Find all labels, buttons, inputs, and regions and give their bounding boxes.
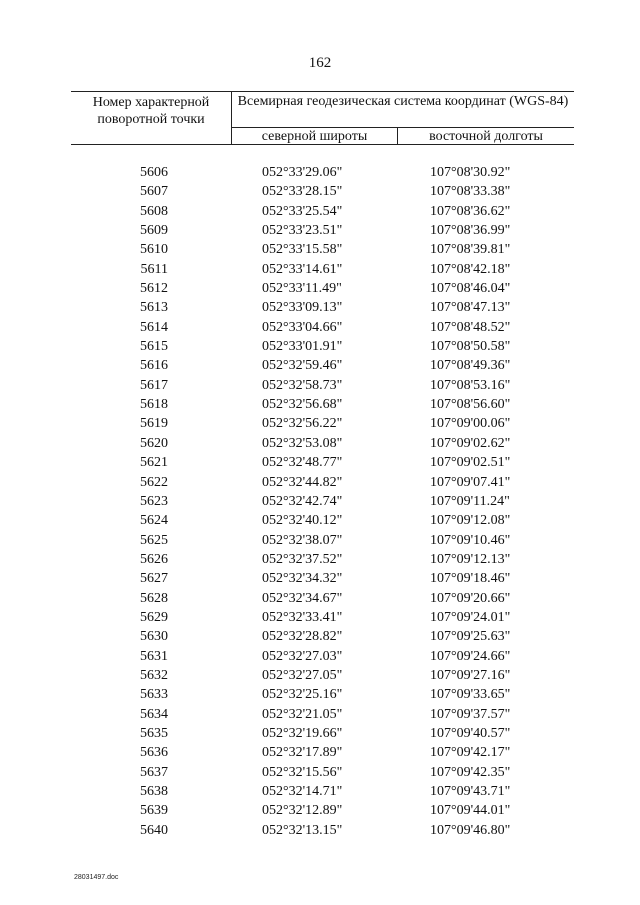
point-number-cell: 5612: [140, 281, 168, 297]
table-row: [0, 801, 640, 820]
point-number-cell: 5640: [140, 822, 168, 838]
longitude-cell: 107°09'27.16": [430, 667, 511, 683]
longitude-cell: 107°09'12.13": [430, 551, 511, 567]
longitude-cell: 107°09'42.17": [430, 745, 511, 761]
latitude-cell: 052°32'44.82": [262, 474, 343, 490]
point-number-cell: 5634: [140, 706, 168, 722]
header-point-number: Номер характерной поворотной точки: [92, 95, 210, 127]
latitude-cell: 052°33'28.15": [262, 184, 343, 200]
latitude-cell: 052°32'53.08": [262, 435, 343, 451]
table-row: [0, 260, 640, 279]
table-row: [0, 395, 640, 414]
longitude-cell: 107°09'18.46": [430, 571, 511, 587]
point-number-cell: 5639: [140, 803, 168, 819]
point-number-cell: 5617: [140, 377, 168, 393]
longitude-cell: 107°09'37.57": [430, 706, 511, 722]
point-number-cell: 5628: [140, 590, 168, 606]
latitude-cell: 052°33'09.13": [262, 300, 343, 316]
latitude-cell: 052°32'37.52": [262, 551, 343, 567]
point-number-cell: 5632: [140, 667, 168, 683]
latitude-cell: 052°33'25.54": [262, 203, 343, 219]
latitude-cell: 052°32'56.22": [262, 416, 343, 432]
table-row: [0, 569, 640, 588]
point-number-cell: 5616: [140, 358, 168, 374]
latitude-cell: 052°32'27.05": [262, 667, 343, 683]
table-row: [0, 705, 640, 724]
point-number-cell: 5621: [140, 455, 168, 471]
header-top-rule: [71, 91, 574, 92]
latitude-cell: 052°33'11.49": [262, 281, 342, 297]
point-number-cell: 5620: [140, 435, 168, 451]
table-row: [0, 240, 640, 259]
longitude-cell: 107°09'00.06": [430, 416, 511, 432]
longitude-cell: 107°08'39.81": [430, 242, 511, 258]
table-row: [0, 589, 640, 608]
point-number-cell: 5636: [140, 745, 168, 761]
longitude-cell: 107°08'47.13": [430, 300, 511, 316]
point-number-cell: 5623: [140, 493, 168, 509]
longitude-cell: 107°09'42.35": [430, 764, 511, 780]
table-header: [71, 91, 574, 145]
longitude-cell: 107°09'12.08": [430, 513, 511, 529]
point-number-cell: 5625: [140, 532, 168, 548]
longitude-cell: 107°09'07.41": [430, 474, 511, 490]
latitude-cell: 052°32'19.66": [262, 725, 343, 741]
point-number-cell: 5619: [140, 416, 168, 432]
table-row: [0, 356, 640, 375]
latitude-cell: 052°32'25.16": [262, 687, 343, 703]
document-id: 28031497.doc: [74, 874, 119, 881]
longitude-cell: 107°09'10.46": [430, 532, 511, 548]
point-number-cell: 5633: [140, 687, 168, 703]
longitude-cell: 107°09'40.57": [430, 725, 511, 741]
point-number-cell: 5638: [140, 784, 168, 799]
longitude-cell: 107°09'24.01": [430, 609, 511, 625]
point-number-cell: 5607: [140, 184, 168, 200]
page-number: 162: [308, 55, 332, 71]
table-row: [0, 414, 640, 433]
table-row: [0, 279, 640, 298]
longitude-cell: 107°08'33.38": [430, 184, 511, 200]
longitude-cell: 107°08'42.18": [430, 261, 511, 277]
point-number-cell: 5635: [140, 725, 168, 741]
table-row: [0, 221, 640, 240]
table-row: [0, 434, 640, 453]
latitude-cell: 052°32'12.89": [262, 803, 343, 819]
table-row: [0, 608, 640, 627]
longitude-cell: 107°09'46.80": [430, 822, 511, 838]
latitude-cell: 052°33'01.91": [262, 339, 343, 355]
latitude-cell: 052°32'21.05": [262, 706, 343, 722]
table-row: [0, 531, 640, 550]
point-number-cell: 5609: [140, 223, 168, 239]
latitude-cell: 052°32'58.73": [262, 377, 343, 393]
longitude-cell: 107°09'20.66": [430, 590, 511, 606]
latitude-cell: 052°32'34.67": [262, 590, 343, 606]
point-number-cell: 5629: [140, 609, 168, 625]
table-row: [0, 724, 640, 743]
latitude-cell: 052°32'27.03": [262, 648, 343, 664]
longitude-cell: 107°08'30.92": [430, 165, 511, 180]
point-number-cell: 5613: [140, 300, 168, 316]
latitude-cell: 052°32'34.32": [262, 571, 343, 587]
latitude-cell: 052°32'28.82": [262, 629, 343, 645]
table-row: [0, 685, 640, 704]
longitude-cell: 107°08'50.58": [430, 339, 511, 355]
latitude-cell: 052°32'33.41": [262, 609, 343, 625]
latitude-cell: 052°33'23.51": [262, 223, 343, 239]
table-row: [0, 743, 640, 762]
point-number-cell: 5626: [140, 551, 168, 567]
longitude-cell: 107°08'49.36": [430, 358, 511, 374]
table-row: [0, 666, 640, 685]
point-number-cell: 5606: [140, 165, 168, 180]
table-row: [0, 647, 640, 666]
latitude-cell: 052°33'14.61": [262, 261, 343, 277]
table-row: [0, 337, 640, 356]
longitude-cell: 107°09'43.71": [430, 784, 511, 799]
point-number-cell: 5622: [140, 474, 168, 490]
point-number-cell: 5610: [140, 242, 168, 258]
latitude-cell: 052°32'17.89": [262, 745, 343, 761]
point-number-cell: 5611: [140, 261, 168, 277]
table-row: [0, 453, 640, 472]
latitude-cell: 052°32'40.12": [262, 513, 343, 529]
point-number-cell: 5630: [140, 629, 168, 645]
longitude-cell: 107°08'36.62": [430, 203, 511, 219]
longitude-cell: 107°09'33.65": [430, 687, 511, 703]
point-number-cell: 5614: [140, 319, 168, 335]
longitude-cell: 107°09'25.63": [430, 629, 511, 645]
table-row: [0, 763, 640, 782]
point-number-cell: 5627: [140, 571, 168, 587]
latitude-cell: 052°32'15.56": [262, 764, 343, 780]
header-coordinate-system: Всемирная геодезическая система координат (WGS-84): [237, 94, 569, 109]
table-row: [0, 821, 640, 840]
table-row: [0, 298, 640, 317]
table-row: [0, 163, 640, 182]
point-number-cell: 5637: [140, 764, 168, 780]
point-number-cell: 5608: [140, 203, 168, 219]
table-row: [0, 202, 640, 221]
latitude-cell: 052°32'42.74": [262, 493, 343, 509]
longitude-cell: 107°09'02.62": [430, 435, 511, 451]
longitude-cell: 107°08'48.52": [430, 319, 511, 335]
table-row: [0, 492, 640, 511]
latitude-cell: 052°32'48.77": [262, 455, 343, 471]
table-row: [0, 182, 640, 201]
latitude-cell: 052°32'59.46": [262, 358, 343, 374]
table-row: [0, 318, 640, 337]
point-number-cell: 5624: [140, 513, 168, 529]
latitude-cell: 052°33'04.66": [262, 319, 343, 335]
longitude-cell: 107°08'36.99": [430, 223, 511, 239]
table-row: [0, 511, 640, 530]
longitude-cell: 107°09'24.66": [430, 648, 511, 664]
header-east-longitude: восточной долготы: [429, 129, 543, 144]
point-number-cell: 5631: [140, 648, 168, 664]
longitude-cell: 107°09'11.24": [430, 493, 510, 509]
header-north-latitude: северной широты: [261, 129, 368, 144]
latitude-cell: 052°32'14.71": [262, 784, 343, 799]
table-row: [0, 376, 640, 395]
table-row: [0, 627, 640, 646]
longitude-cell: 107°09'44.01": [430, 803, 511, 819]
longitude-cell: 107°08'46.04": [430, 281, 511, 297]
table-row: [0, 782, 640, 801]
longitude-cell: 107°08'56.60": [430, 397, 511, 413]
latitude-cell: 052°32'56.68": [262, 397, 343, 413]
longitude-cell: 107°08'53.16": [430, 377, 511, 393]
longitude-cell: 107°09'02.51": [430, 455, 511, 471]
table-row: [0, 473, 640, 492]
point-number-cell: 5615: [140, 339, 168, 355]
coordinate-table-body: [0, 163, 640, 840]
latitude-cell: 052°32'13.15": [262, 822, 343, 838]
latitude-cell: 052°32'38.07": [262, 532, 343, 548]
point-number-cell: 5618: [140, 397, 168, 413]
latitude-cell: 052°33'29.06": [262, 165, 343, 180]
latitude-cell: 052°33'15.58": [262, 242, 343, 258]
table-row: [0, 550, 640, 569]
